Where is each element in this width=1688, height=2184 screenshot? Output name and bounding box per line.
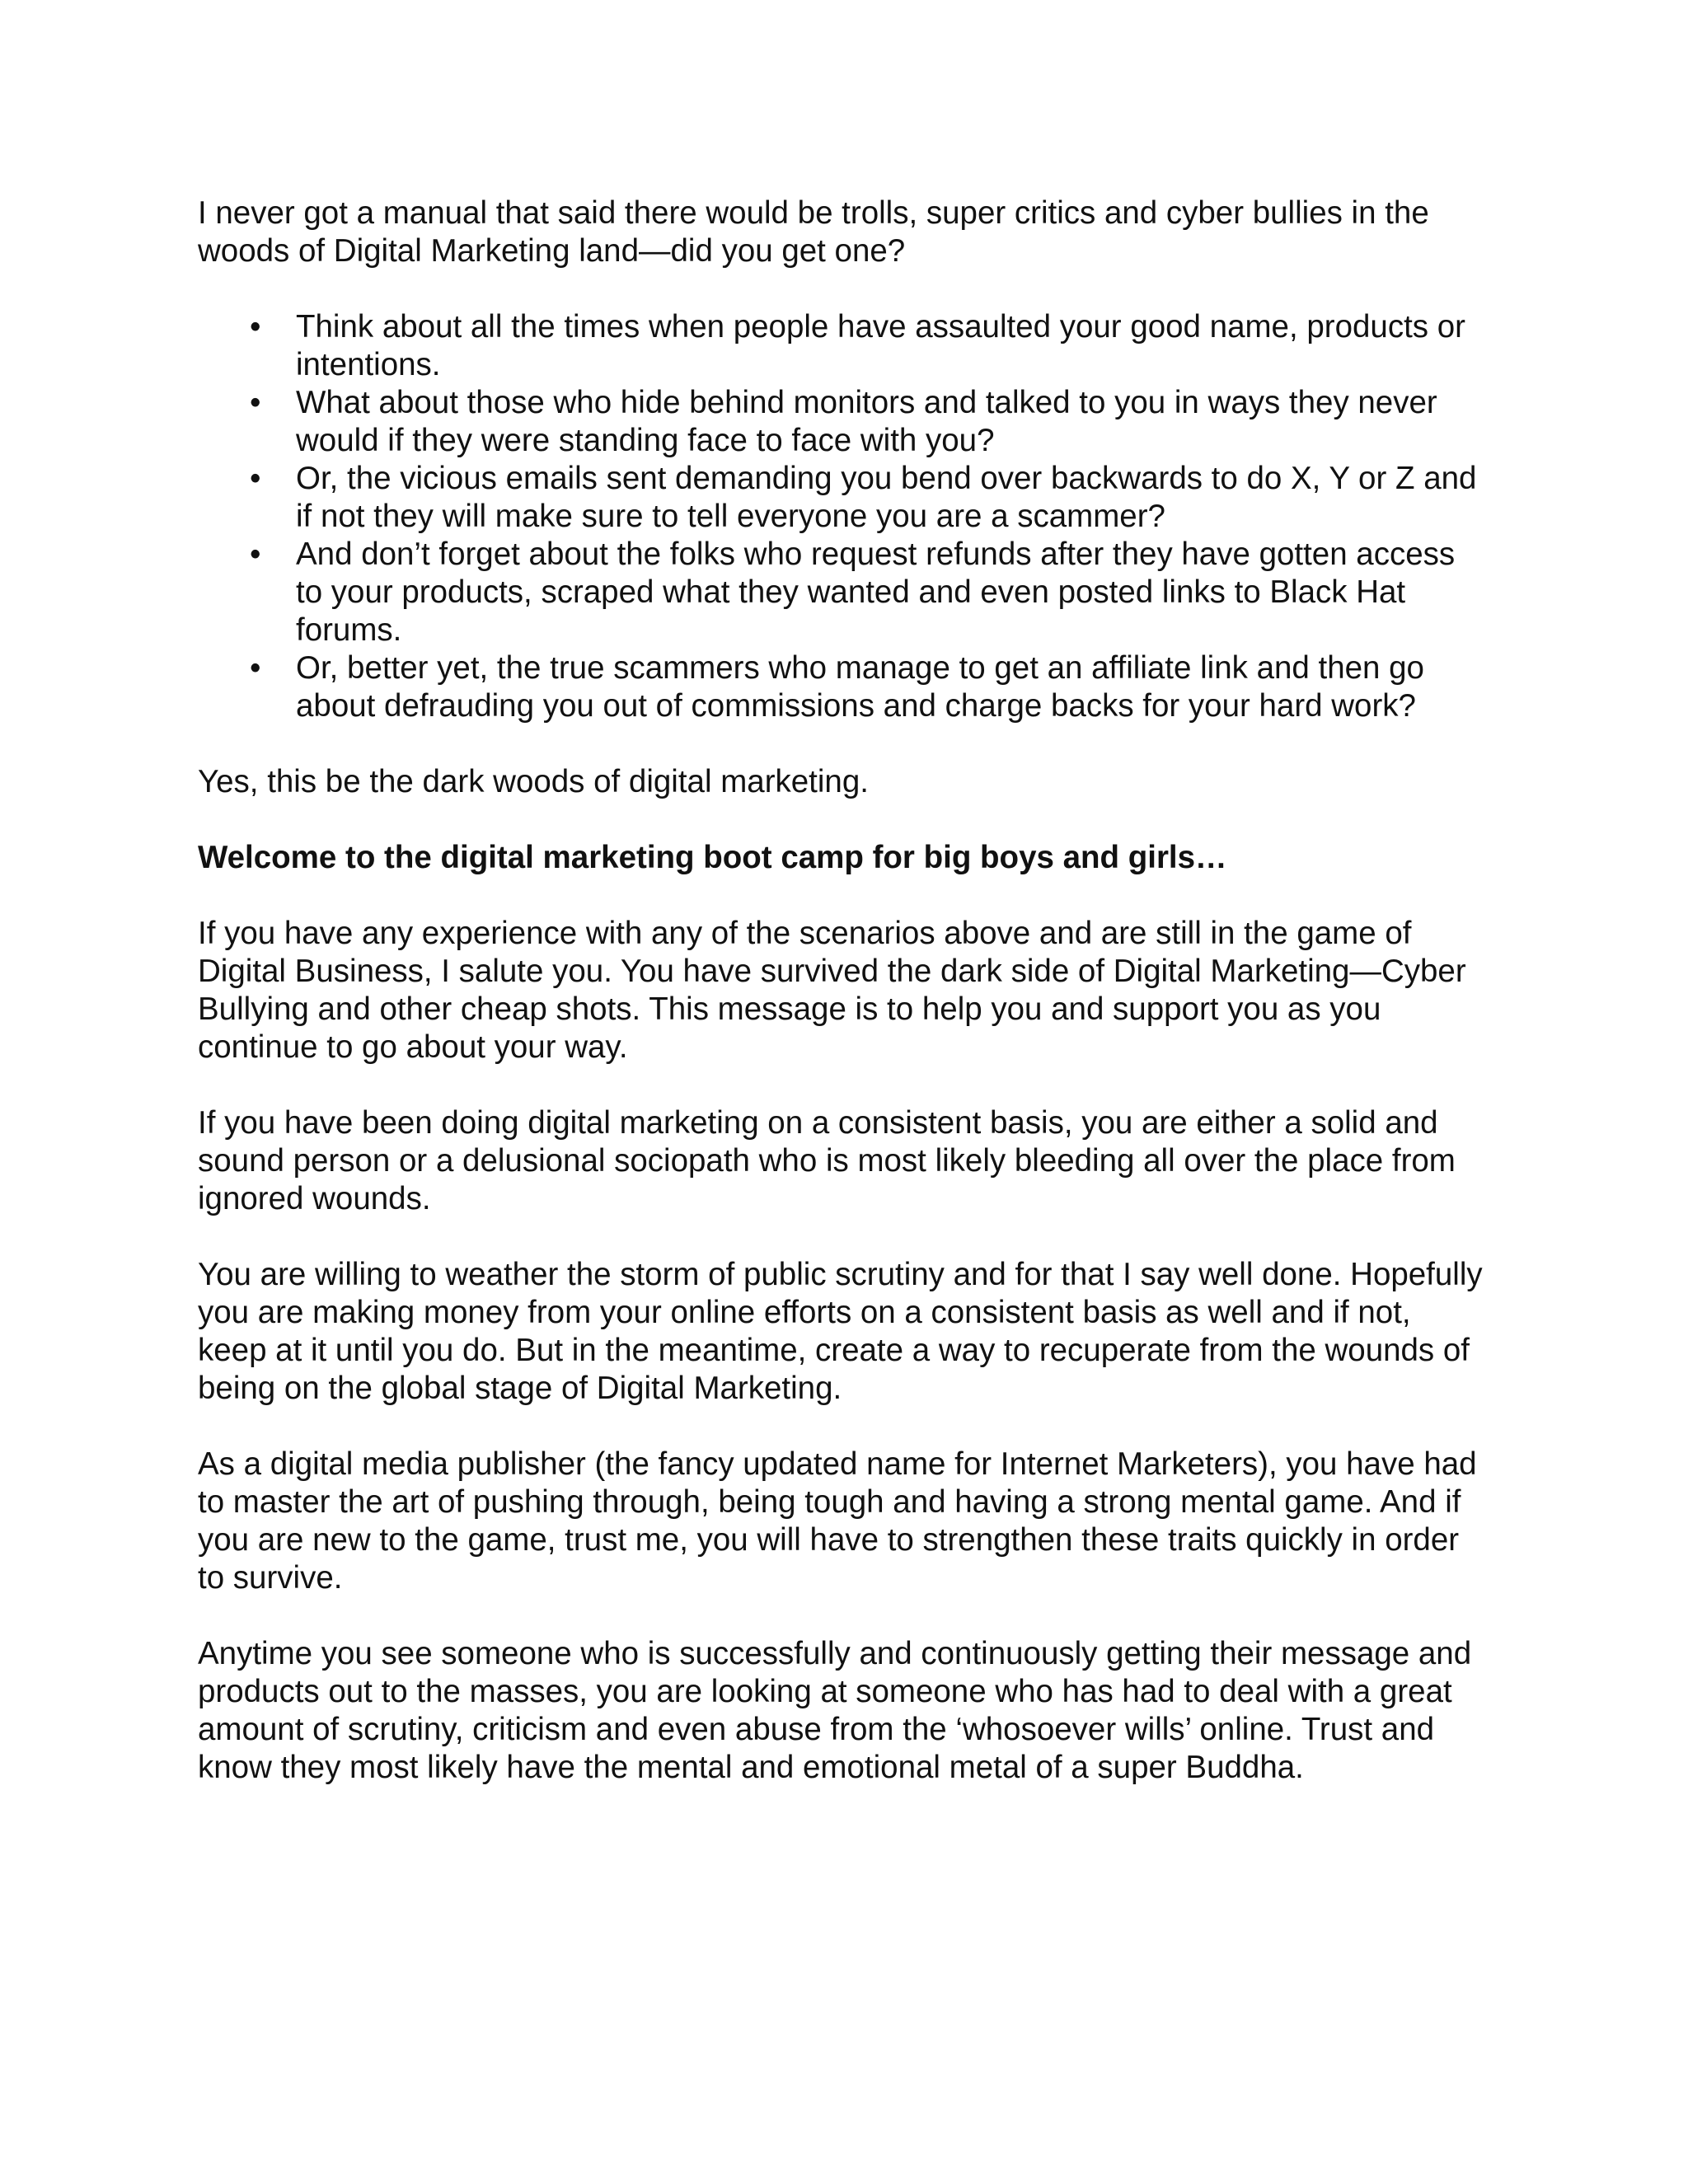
bullet-text: Or, better yet, the true scammers who manage to get an affiliate link and then go about defrauding you out of commissions and charge backs for your hard work? <box>296 650 1424 724</box>
boot-camp-heading: Welcome to the digital marketing boot camp for big boys and girls… <box>198 840 1227 875</box>
bullet-item <box>198 536 1484 649</box>
body-paragraph: Anytime you see someone who is successfully and continuously getting their message and products out to the masses, you are looking at someone who has had to deal with a great amount of scrutiny, criticism and even abuse from the ‘whosoever wills’ online. Trust and know they most likely have the mental and emotional metal of a super Buddha. <box>198 1636 1472 1785</box>
body-paragraph: If you have been doing digital marketing on a consistent basis, you are either a solid and sound person or a delusional sociopath who is most likely bleeding all over the place from ignored wounds. <box>198 1105 1456 1216</box>
bullet-text: Or, the vicious emails sent demanding you bend over backwards to do X, Y or Z and if not they will make sure to tell everyone you are a scammer? <box>296 461 1477 534</box>
bullet-icon: • <box>250 309 261 344</box>
bullet-item <box>198 384 1484 460</box>
bullet-icon: • <box>250 385 261 420</box>
body-paragraph: As a digital media publisher (the fancy updated name for Internet Marketers), you have had to master the art of pushing through, being tough and having a strong mental game. And if you are new to the game, trust me, you will have to strengthen these traits quickly in order to survive. <box>198 1446 1477 1596</box>
bullet-item <box>198 649 1484 725</box>
bullet-text: What about those who hide behind monitors and talked to you in ways they never would if they were standing face to face with you? <box>296 385 1437 458</box>
bullet-item <box>198 308 1484 384</box>
bullet-item <box>198 460 1484 536</box>
dark-woods-paragraph: Yes, this be the dark woods of digital marketing. <box>198 764 869 799</box>
body-paragraph: You are willing to weather the storm of public scrutiny and for that I say well done. Hopefully you are making money from your online efforts on a consistent basis as well and if not, keep at it until you do. But in the meantime, create a way to recuperate from the wounds of being on the global stage of Digital Marketing. <box>198 1257 1483 1406</box>
bullet-icon: • <box>250 537 261 572</box>
document-body <box>198 194 1484 1787</box>
intro-paragraph: I never got a manual that said there would be trolls, super critics and cyber bullies in the woods of Digital Marketing land—did you get one? <box>198 195 1429 269</box>
bullet-icon: • <box>250 461 261 496</box>
bullet-text: Think about all the times when people have assaulted your good name, products or intentions. <box>296 309 1465 382</box>
scenario-bullet-list <box>198 308 1484 725</box>
bullet-icon: • <box>250 650 261 686</box>
bullet-text: And don’t forget about the folks who request refunds after they have gotten access to your products, scraped what they wanted and even posted links to Black Hat forums. <box>296 537 1456 648</box>
body-paragraph: If you have any experience with any of the scenarios above and are still in the game of Digital Business, I salute you. You have survived the dark side of Digital Marketing—Cyber Bullying and other cheap shots. This message is to help you and support you as you continue to go about your way. <box>198 916 1466 1065</box>
